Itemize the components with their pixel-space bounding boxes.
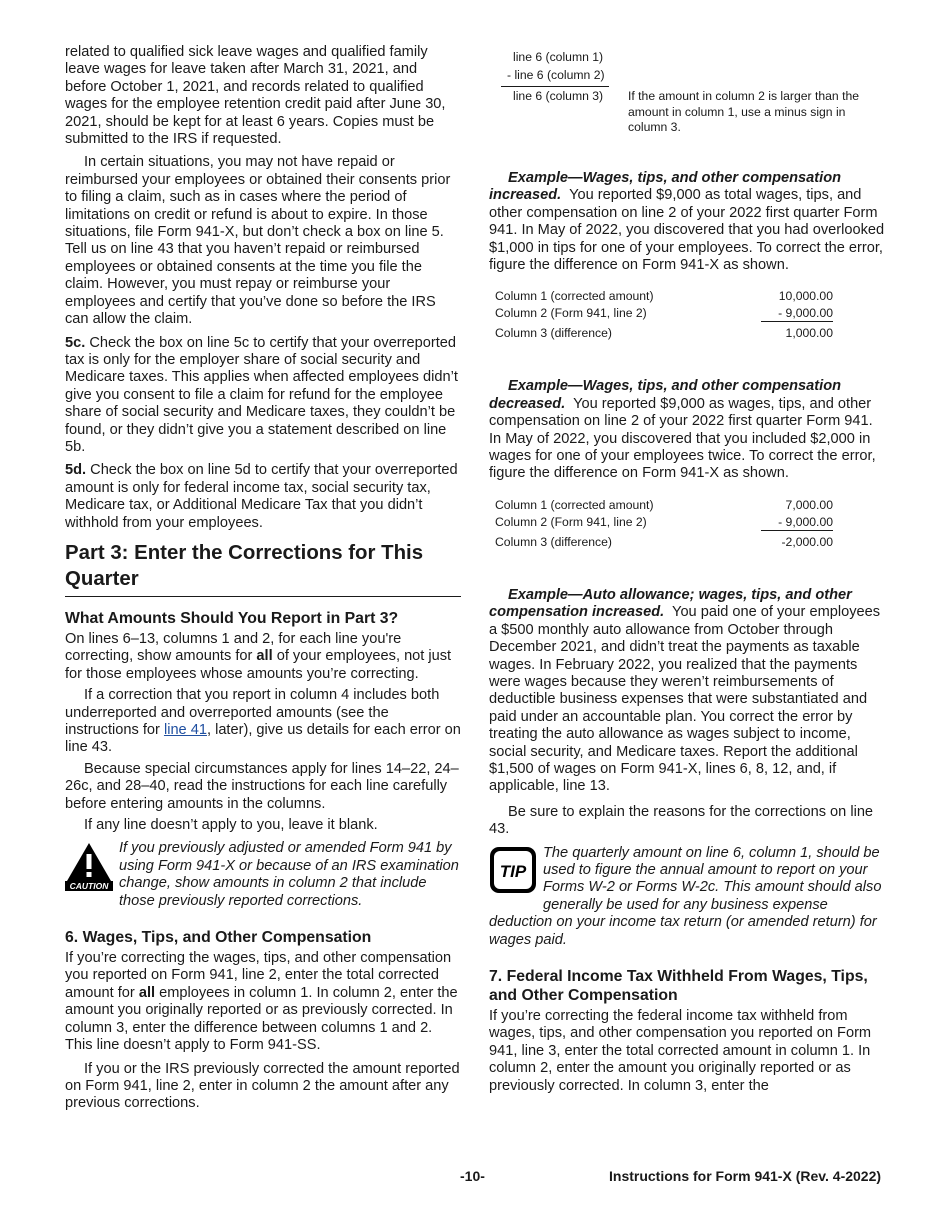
example-2-text: You reported $9,000 as wages, tips, and other compensation on line 2 of your 2022 first quarter Form 941. In May of 2022, you discovered that you included $2,000 in wages for one of your employees twice. To correct the error, figure the difference on Form 941-X as shown. (489, 395, 876, 482)
paragraph: If you’re correcting the federal income tax withheld from wages, tips, and other compensation you reported on Form 941, line 3, enter the total corrected amount in column 1. In column 2, enter the amount you originally reported or as previously corrected. In column 3, enter the (489, 1008, 872, 1094)
equation-line-1: line 6 (column 1) (513, 50, 604, 64)
row-value: -2,000.00 (781, 534, 833, 549)
paragraph-5d (65, 462, 461, 532)
left-column (65, 44, 461, 1113)
caution-text: If you previously adjusted or amended Form 941 by using Form 941-X or because of an IRS examination change, show amounts in column 2 that include those previously reported corrections. (119, 840, 459, 909)
bold-text: all (256, 648, 273, 665)
caution-note (65, 840, 461, 910)
tip-icon (489, 846, 537, 899)
page-number: -10- (460, 1168, 485, 1184)
example-2-title: Example—Wages, tips, and other compensation decreased. (489, 378, 842, 412)
paragraph: If any line doesn’t apply to you, leave it blank. (84, 817, 378, 834)
paragraph: Because special circumstances apply for lines 14–22, 24–26c, and 28–40, read the instructions for each line carefully before entering amounts in the columns. (65, 760, 459, 812)
example-3 (489, 587, 885, 796)
row-value: - 9,000.00 (761, 514, 833, 531)
text: of your employees, not just for those employees whose amounts you’re correcting. (65, 648, 452, 682)
line-5c-label: 5c. (65, 334, 86, 351)
line-5d-label: 5d. (65, 462, 87, 479)
paragraph (65, 631, 461, 683)
line-5c-text: Check the box on line 5c to certify that your overreported tax is only for the employer share of social security and Medicare taxes. This applies when affected employees didn’t give you consent to file a claim for refund for the employee share of social security and Medicare taxes, they couldn’t be found, or they didn’t give you a statement described on line 5b. (65, 334, 458, 455)
line-41-link[interactable]: line 41 (163, 722, 207, 738)
part3-heading: Part 3: Enter the Corrections for This Quarter (65, 540, 461, 597)
row-label: Column 1 (corrected amount) (495, 497, 654, 512)
line-5d-text: Check the box on line 5d to certify that your overreported amount is only for federal income tax, social security tax, Medicare tax, or Additional Medicare Tax that you didn’t withhold from your employees. (65, 462, 458, 531)
section-6-heading: 6. Wages, Tips, and Other Compensation (65, 929, 372, 947)
paragraph: related to qualified sick leave wages and qualified family leave wages for leave taken after March 31, 2021, and before October 1, 2021, and records related to qualified wages for the employee retention credit paid after June 30, 2021, should be kept for at least 6 years. Copies must be submitted to the IRS if requested. (65, 44, 446, 148)
text: employees in column 1. In column 2, enter the amount you originally reported or as previously corrected. In column 3, enter the difference between columns 1 and 2. This line doesn’t apply to Form 941-SS. (65, 984, 458, 1054)
table-row (495, 325, 833, 342)
caution-label: CAUTION (69, 881, 109, 892)
row-label: Column 1 (corrected amount) (495, 289, 654, 304)
table-row (495, 497, 833, 514)
example-1-text: You reported $9,000 as total wages, tips, and other compensation on line 2 of your 2022 first quarter Form 941. In May of 2022, you discovered that you had overlooked $1,000 in tips for one of your employees. To correct the error, figure the difference on Form 941-X as shown. (489, 187, 885, 274)
right-column (489, 44, 885, 1095)
example-1-title: Example—Wages, tips, and other compensation increased. (489, 170, 842, 204)
column-equation (489, 44, 885, 144)
text: , later), give us details for each error on line 43. (65, 722, 461, 756)
table-row (495, 514, 833, 531)
row-value: 7,000.00 (785, 497, 833, 512)
equation-rule (501, 86, 609, 87)
example-3-text: You paid one of your employees a $500 monthly auto allowance from October through December 2021, and didn’t treat the payments as taxable wages. In February 2022, you realized that the payments were wages because they weren’t reimbursements of deductible business expenses that were substantiated and paid under an accountable plan. You correct the error by treating the auto allowance as wages subject to income, social security, and Medicare taxes. Report the additional $1,500 of wages on Form 941-X, lines 6, 8, 12, and, if applicable, line 13. (489, 604, 881, 795)
table-row (495, 288, 833, 305)
equation-line-3: line 6 (column 3) (513, 89, 604, 103)
bold-text: all (138, 984, 156, 1001)
row-label: Column 2 (Form 941, line 2) (495, 514, 647, 529)
text: If a correction that you report in column 4 includes both underreported and overreported amounts (see the instructions for (65, 687, 440, 738)
tip-label: TIP (499, 861, 527, 881)
what-amounts-heading: What Amounts Should You Report in Part 3? (65, 609, 399, 627)
row-value: 10,000.00 (778, 289, 833, 304)
table-row (495, 305, 833, 322)
row-label: Column 2 (Form 941, line 2) (495, 306, 647, 321)
table-row (495, 534, 833, 551)
row-label: Column 3 (difference) (495, 534, 612, 549)
example-1-table (495, 288, 833, 342)
row-value: 1,000.00 (785, 326, 833, 341)
paragraph: If you or the IRS previously corrected the amount reported on Form 941, line 2, enter in column 2 the amount after any previous corrections. (65, 1060, 460, 1112)
tip-note (489, 845, 885, 949)
caution-icon (65, 841, 113, 896)
paragraph (65, 687, 461, 757)
footer-title: Instructions for Form 941-X (Rev. 4-2022) (609, 1168, 882, 1184)
paragraph-5c (65, 335, 461, 457)
paragraph (65, 950, 461, 1054)
section-7-heading: 7. Federal Income Tax Withheld From Wages, Tips, and Other Compensation (489, 968, 868, 1004)
row-label: Column 3 (difference) (495, 326, 612, 341)
paragraph: Be sure to explain the reasons for the corrections on line 43. (489, 803, 874, 838)
text: On lines 6–13, columns 1 and 2, for each line you're correcting, show amounts for (65, 630, 402, 665)
equation-line-2: - line 6 (column 2) (507, 68, 605, 82)
paragraph: In certain situations, you may not have repaid or reimbursed your employees or obtained their consents prior to filing a claim, such as in cases where the period of limitations on credit or refund is about to expire. In those situations, file Form 941-X, but don’t check a box on line 5. Tell us on line 43 that you haven’t repaid or reimbursed employees or obtained consents at the time you file the claim. However, you must repay or reimburse your employees and certify that you’ve done so before the IRS can allow the claim. (65, 154, 451, 328)
example-2-table (495, 497, 833, 551)
row-value: - 9,000.00 (761, 305, 833, 322)
tip-text: The quarterly amount on line 6, column 1, should be used to figure the annual amount to report on your Forms W-2 or Forms W-2c. This amount should also generally be used for any business expense deduction on your income tax return (or amended return) for wages paid. (489, 844, 882, 948)
example-1 (489, 170, 885, 274)
text: If you’re correcting the wages, tips, and other compensation you reported on Form 941, line 2, enter the total corrected amount for (65, 950, 452, 1001)
example-3-title: Example—Auto allowance; wages, tips, and other compensation increased. (489, 586, 852, 621)
example-2 (489, 378, 885, 482)
equation-note: If the amount in column 2 is larger than the amount in column 1, use a minus sign in column 3. (628, 89, 860, 135)
